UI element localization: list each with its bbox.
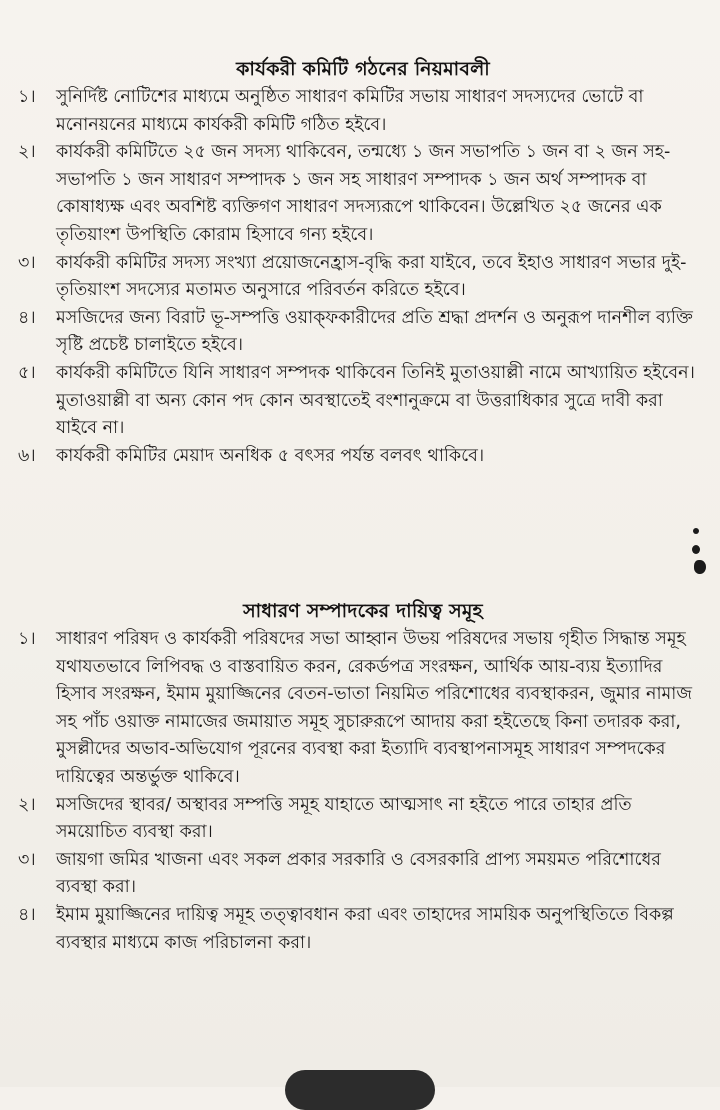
- duty-text: সাধারণ পরিষদ ও কার্যকরী পরিষদের সভা আহ্বান উভয় পরিষদের সভায় গৃহীত সিদ্ধান্ত সমূহ যথাযতভাবে লিপিবদ্ধ ও বাস্তবায়িত করন, রেকর্ডপত্র সংরক্ষন, আর্থিক আয়-ব্যয় ইত্যাদির হিসাব সংরক্ষন, ইমাম মুয়াজ্জিনের বেতন-ভাতা নিয়মিত পরিশোধের ব্যবস্থাকরন, জুমার নামাজ সহ পাঁচ ওয়াক্ত নামাজের জমায়াত সমূহ সুচারুরূপে আদায় করা হইতেছে কিনা তদারক করা, মুসল্লীদের অভাব-অভিযোগ পূরনের ব্যবস্থা করা ইত্যাদি ব্যবস্থাপনাসমূহ সাধারণ সম্পদকের দায়িত্বের অন্তর্ভুক্ত থাকিবে।: [56, 629, 692, 787]
- duty-number: ৪।: [18, 904, 36, 925]
- committee-rule-4: [18, 305, 708, 360]
- scroll-handle[interactable]: [285, 1070, 435, 1110]
- secretary-duties-section: [18, 598, 708, 957]
- rule-text: সুনির্দিষ্ট নোটিশের মাধ্যমে অনুষ্ঠিত সাধারণ কমিটির সভায় সাধারণ সদস্যদের ভোটে বা মনোনয়নের মাধ্যমে কার্যকরী কমিটি গঠিত হইবে।: [56, 87, 644, 135]
- committee-rules-list: [18, 84, 708, 470]
- rule-number: ১।: [18, 87, 36, 107]
- secretary-duty-4: [18, 902, 708, 957]
- rule-number: ৪।: [18, 307, 36, 328]
- secretary-duties-list: [18, 626, 708, 957]
- secretary-duty-3: [18, 847, 708, 902]
- committee-rule-1: [18, 84, 708, 139]
- duty-number: ২।: [18, 794, 36, 815]
- rule-number: ৬।: [18, 445, 36, 466]
- rule-number: ৩।: [18, 252, 36, 273]
- duty-number: ৩।: [18, 849, 36, 870]
- secretary-duty-1: [18, 626, 708, 792]
- rule-number: ২।: [18, 142, 36, 163]
- duty-text: জায়গা জমির খাজনা এবং সকল প্রকার সরকারি ও বেসরকারি প্রাপ্য সময়মত পরিশোধের ব্যবস্থা করা।: [56, 849, 661, 898]
- duty-text: ইমাম মুয়াজ্জিনের দায়িত্ব সমূহ তত্ত্বাবধান করা এবং তাহাদের সাময়িক অনুপস্থিতিতে বিকল্প ব্যবস্থার মাধ্যমে কাজ পরিচালনা করা।: [56, 904, 674, 953]
- rule-text: কার্যকরী কমিটিতে যিনি সাধারণ সম্পদক থাকিবেন তিনিই মুতাওয়াল্লী নামে আখ্যায়িত হইবেন। মুতাওয়াল্লী বা অন্য কোন পদ কোন অবস্থাতেই বংশানুক্রমে বা উত্তরাধিকার সুত্রে দাবী করা যাইবে না।: [56, 362, 695, 439]
- committee-rules-section: [18, 56, 708, 470]
- rule-text: কার্যকরী কমিটির মেয়াদ অনধিক ৫ বৎসর পর্যন্ত বলবৎ থাকিবে।: [56, 445, 485, 466]
- committee-rule-6: [18, 443, 708, 471]
- secretary-duty-2: [18, 792, 708, 847]
- rule-text: কার্যকরী কমিটিতে ২৫ জন সদস্য থাকিবেন, তন্মধ্যে ১ জন সভাপতি ১ জন বা ২ জন সহ-সভাপতি ১ জন সাধারণ সম্পাদক ১ জন সহ সাধারণ সম্পাদক ১ জন অর্থ সম্পাদক বা কোষাধ্যক্ষ এবং অবশিষ্ট ব্যক্তিগণ সাধারণ সদস্যরূপে থাকিবেন। উল্লেখিত ২৫ জনের এক তৃতিয়াংশ উপস্থিতি কোরাম হিসাবে গন্য হইবে।: [56, 142, 671, 245]
- duty-number: ১।: [18, 629, 36, 649]
- duty-text: মসজিদের স্থাবর/ অস্থাবর সম্পত্তি সমূহ যাহাতে আত্মসাৎ না হইতে পারে তাহার প্রতি সময়োচিত ব্যবস্থা করা।: [56, 794, 632, 843]
- ink-speck: [692, 545, 700, 554]
- rule-text: কার্যকরী কমিটির সদস্য সংখ্যা প্রয়োজনেহ্রাস-বৃদ্ধি করা যাইবে, তবে ইহাও সাধারণ সভার দুই-তৃতিয়াংশ সদস্যের মতামত অনুসারে পরিবর্তন করিতে হইবে।: [56, 252, 687, 301]
- secretary-duties-title: সাধারণ সম্পাদকের দায়িত্ব সমূহ: [243, 600, 483, 622]
- committee-rule-3: [18, 250, 708, 305]
- committee-rules-title: কার্যকরী কমিটি গঠনের নিয়মাবলী: [236, 58, 490, 80]
- committee-rule-5: [18, 360, 708, 443]
- rule-number: ৫।: [18, 362, 36, 383]
- rule-text: মসজিদের জন্য বিরাট ভূ-সম্পত্তি ওয়াক্ফকারীদের প্রতি শ্রদ্ধা প্রদর্শন ও অনুরূপ দানশীল ব্যক্তি সৃষ্টি প্রচেষ্ট চালাইতে হইবে।: [56, 307, 693, 356]
- committee-rule-2: [18, 139, 708, 249]
- ink-speck: [693, 528, 699, 534]
- ink-speck: [694, 560, 706, 574]
